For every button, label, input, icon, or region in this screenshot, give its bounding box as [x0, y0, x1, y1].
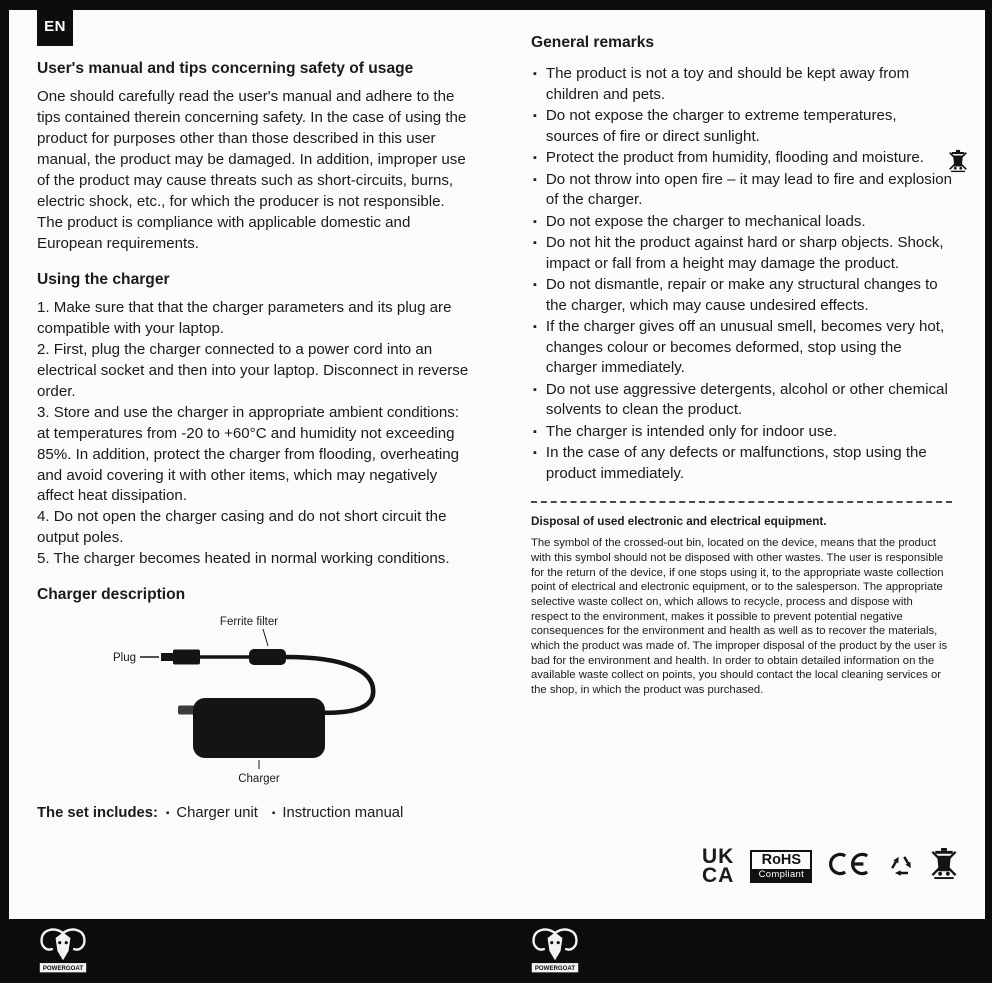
set-includes-label: The set includes: — [37, 805, 158, 822]
disposal-paragraph: The symbol of the crossed-out bin, located on the device, means that the product with this symbol should not be disposed with other wastes. The user is responsible for the return of the device, if one stops using it, to the appropriate waste collection point of electrical and electronic equipment, or to the salesperson. The appropriate selective waste collect on, which allows to recycle, process and dispose with respect to the environment, makes it possible to prevent potential negative consequences for the environment and health as well as to recover the materials, which the product was made of. The improper disposal of the product by the user is bad for the environment and health. In order to obtain detailed information on the available waste collect on points, you should contact the local cleaning services or the shop, in which the product was purchased. — [531, 537, 948, 697]
remark-text: ▪ Do not dismantle, repair or make any structural changes to the charger, which may cause undesired effects. — [545, 276, 938, 314]
rohs-subtitle: Compliant — [752, 869, 810, 881]
ferrite-filter — [249, 649, 286, 665]
charger-label: Charger — [238, 773, 280, 786]
right-column — [531, 34, 952, 698]
remark-text: ▪ Do not hit the product against hard or sharp objects. Shock, impact or fall from a height may damage the product. — [545, 234, 944, 272]
ukca-line1: UK — [702, 845, 735, 868]
remark-item — [531, 148, 952, 169]
remark-item — [531, 64, 952, 105]
remark-item — [531, 212, 952, 233]
certification-marks — [702, 847, 957, 886]
remark-item — [531, 317, 952, 379]
set-item — [272, 805, 403, 821]
remark-text: ▪ The product is not a toy and should be kept away from children and pets. — [545, 65, 910, 103]
brand-text: POWERGOAT — [534, 965, 576, 973]
description-heading: Charger description — [37, 586, 186, 604]
frame-top — [0, 0, 992, 10]
remark-text: ▪ Do not expose the charger to mechanical loads. — [545, 212, 866, 230]
recycle-icon — [888, 851, 915, 882]
step-4: 4. Do not open the charger casing and do not short circuit the output poles. — [37, 508, 447, 547]
powergoat-logo — [35, 925, 91, 982]
remark-item — [531, 233, 952, 274]
step-3: 3. Store and use the charger in appropriate ambient conditions: at temperatures from -20 to +60°C and humidity not exceeding 85%. In addition, protect the charger from flooding, overheating and avoid covering it with other items, which may negatively affect heat dissipation. — [37, 403, 460, 505]
charger-body — [193, 698, 325, 758]
step-2: 2. First, plug the charger connected to a power cord into an electrical socket and then into your laptop. Disconnect in reverse order. — [37, 340, 469, 400]
step-1: 1. Make sure that that the charger parameters and its plug are compatible with your laptop. — [37, 298, 452, 337]
set-item-label: ▪ Instruction manual — [282, 805, 404, 822]
set-item — [166, 805, 258, 821]
remark-text: ▪ Do not expose the charger to extreme temperatures, sources of fire or direct sunlight. — [545, 107, 897, 145]
brand-text: POWERGOAT — [42, 965, 84, 973]
left-column — [37, 60, 470, 821]
remark-text: ▪ If the charger gives off an unusual smell, becomes very hot, changes colour or becomes deformed, stop using the charger immediately. — [545, 318, 945, 377]
footer-band — [0, 919, 992, 983]
ukca-line2: CA — [702, 864, 735, 888]
remark-item — [531, 443, 952, 484]
safety-heading: User's manual and tips concerning safety of usage — [37, 60, 414, 77]
dashed-divider — [531, 501, 952, 503]
ferrite-filter-label: Ferrite filter — [219, 616, 279, 629]
ukca-mark — [702, 847, 734, 886]
frame-left — [0, 0, 9, 983]
remark-item — [531, 380, 952, 421]
ce-mark-icon — [828, 851, 872, 882]
frame-right — [985, 0, 992, 983]
remark-text: ▪ The charger is intended only for indoor use. — [545, 422, 838, 440]
remark-text: ▪ Protect the product from humidity, flooding and moisture. — [545, 149, 924, 167]
remark-item — [531, 275, 952, 316]
remark-text: ▪ Do not throw into open fire – it may lead to fire and explosion of the charger. — [545, 170, 952, 209]
remark-text: ▪ In the case of any defects or malfunctions, stop using the product immediately. — [545, 444, 927, 482]
charger-diagram — [37, 612, 470, 795]
disposal-heading: Disposal of used electronic and electrical equipment. — [531, 515, 827, 529]
plug-body — [173, 650, 200, 665]
plug-label: Plug — [112, 652, 136, 665]
rohs-title: RoHS — [761, 851, 802, 868]
using-steps — [37, 298, 470, 571]
remark-item — [531, 170, 952, 211]
language-badge: EN — [37, 6, 73, 46]
plug-tip — [161, 653, 173, 661]
set-includes-row — [37, 805, 470, 821]
step-5: 5. The charger becomes heated in normal working conditions. — [37, 550, 450, 568]
remarks-heading: General remarks — [531, 34, 655, 51]
remark-text: ▪ Do not use aggressive detergents, alcohol or other chemical solvents to clean the product. — [545, 380, 948, 419]
remarks-list — [531, 64, 952, 484]
safety-paragraph: One should carefully read the user's manual and adhere to the tips contained therein concerning safety. In the case of using the product for purposes other than those described in this user manual, the product may be damaged. In addition, improper use of the product may cause threats such as short-circuits, burns, electric shock, etc., for which the producer is not responsible. The product is compliance with applicable domestic and European requirements. — [37, 88, 467, 252]
rohs-mark — [750, 850, 812, 883]
remark-item — [531, 422, 952, 443]
using-heading: Using the charger — [37, 270, 170, 288]
set-item-label: ▪ Charger unit — [176, 805, 258, 822]
weee-bin-icon — [931, 847, 957, 885]
powergoat-logo — [527, 925, 583, 982]
remark-item — [531, 106, 952, 147]
